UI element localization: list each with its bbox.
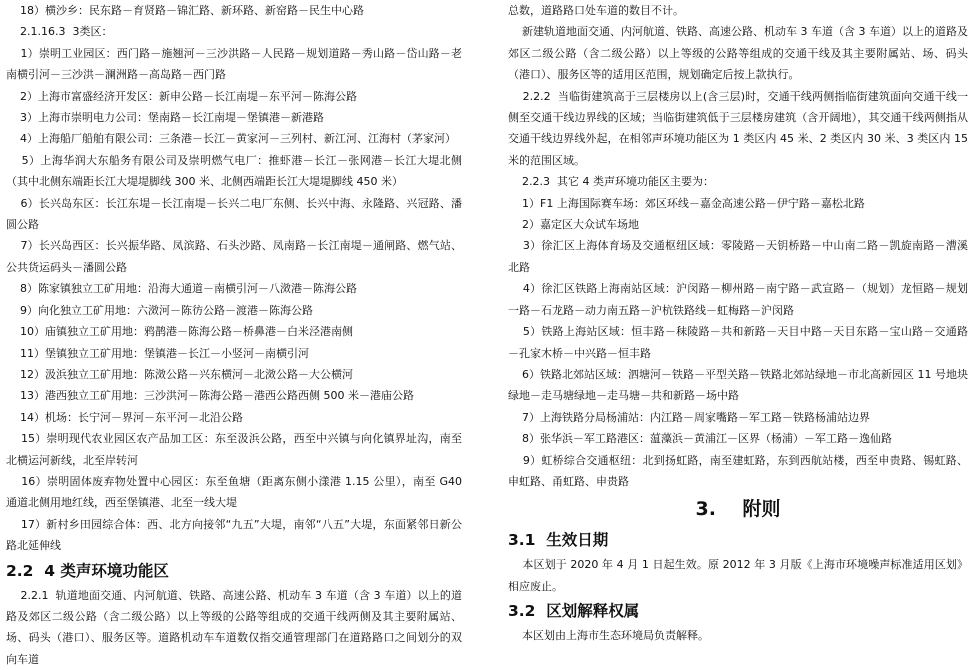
paragraph: 9）向化独立工矿用地：六滧河－陈彷公路－渡港－陈海公路	[6, 303, 313, 317]
paragraph: 总数，道路路口处车道的数目不计。	[508, 4, 684, 17]
paragraph: 10）庙镇独立工矿用地：鸦鹊港－陈海公路－桥鼻港－白米泾港南侧	[6, 325, 353, 339]
paragraph: 5）铁路上海站区域：恒丰路－秣陵路－共和新路－天目中路－天目东路－宝山路－交通路－孔家木桥－中兴路－恒丰路	[508, 325, 968, 360]
paragraph: 12）汲浜独立工矿用地：陈滧公路－兴东横河－北滧公路－大公横河	[6, 367, 353, 381]
paragraph: 13）港西独立工矿用地：三沙洪河－陈海公路－港西公路西侧 500 米－港庙公路	[6, 389, 414, 403]
paragraph: 4）徐汇区铁路上海南站区域：沪闵路－柳州路－南宁路－武宣路－（规划）龙恒路－规划一路－石龙路－动力南五路－沪杭铁路线－虹梅路－沪闵路	[508, 282, 968, 317]
paragraph: 2）上海市富盛经济开发区：新申公路－长江南堤－东平河－陈海公路	[6, 89, 357, 103]
paragraph: 2.2.2 当临街建筑高于三层楼房以上(含三层)时，交通干线两侧指临街建筑面向交通干线一侧至交通干线边界线的区域；当临街建筑低于三层楼房建筑（含开阔地），其交通干线两侧指从交通干线边界线外起，在相邻声环境功能区为 1 类区内 45 米、2 类区内 30 米、3 类区内 15 米的范围区域。	[508, 89, 972, 167]
paragraph: 新建轨道地面交通、内河航道、铁路、高速公路、机动车 3 车道（含 3 车道）以上的道路及郊区二级公路（含二级公路）以上等级的公路等组成的交通干线及其主要附属站、场、码头（港口）、服务区等的适用区范围，规划确定后按上款执行。	[508, 25, 968, 82]
paragraph: 2.1.16.3 3类区：	[6, 25, 113, 39]
paragraph: 3）上海市崇明电力公司：堡南路－长江南堤－堡镇港－新港路	[6, 111, 324, 125]
paragraph: 3）徐汇区上海体育场及交通枢纽区域：零陵路－天钥桥路－中山南二路－凯旋南路－漕溪北路	[508, 239, 968, 274]
paragraph: 11）堡镇独立工矿用地：堡镇港－长江－小竖河－南横引河	[6, 346, 309, 360]
paragraph: 8）张华浜－军工路港区：蕰藻浜－黄浦江－区界（杨浦）－军工路－逸仙路	[508, 432, 892, 446]
paragraph: 9）虹桥综合交通枢纽：北到扬虹路，南至建虹路，东到西航站楼，西至申贵路、锡虹路、申虹路、甬虹路、申贵路	[508, 453, 968, 488]
section-heading: 3.1 生效日期	[508, 531, 609, 550]
paragraph: 本区划于 2020 年 4 月 1 日起生效。原 2012 年 3 月版《上海市环境噪声标准适用区划》相应废止。	[508, 558, 968, 593]
left-column	[6, 0, 466, 670]
chapter-heading: 3. 附则	[695, 498, 781, 521]
paragraph: 6）铁路北郊站区域：泗塘河－铁路－平型关路－铁路北郊站绿地－市北高新园区 11 号地块绿地－走马塘绿地－走马塘－共和新路－场中路	[508, 367, 968, 403]
paragraph: 2.2.1 轨道地面交通、内河航道、铁路、高速公路、机动车 3 车道（含 3 车道）以上的道路及郊区二级公路（含二级公路）以上等级的公路等组成的交通干线两侧及其主要附属站、场、码头（港口）、服务区等。道路机动车车道数仅指交通管理部门在道路路口之间划分的双向车道	[6, 588, 462, 666]
paragraph: 2）嘉定区大众试车场地	[508, 218, 639, 232]
paragraph: 1）F1 上海国际赛车场：郊区环线－嘉金高速公路－伊宁路－嘉松北路	[508, 196, 865, 210]
paragraph: 7）上海铁路分局杨浦站：内江路－周家嘴路－军工路－铁路杨浦站边界	[508, 410, 870, 424]
paragraph: 8）陈家镇独立工矿用地：沿海大通道－南横引河－八滧港－陈海公路	[6, 282, 357, 296]
paragraph: 2.2.3 其它 4 类声环境功能区主要为：	[508, 175, 714, 189]
paragraph: 17）新村乡田园综合体：西、北方向接邻“九五”大堤，南邻“八五”大堤，东面紧邻日新公路北延伸线	[6, 517, 462, 553]
paragraph: 7）长兴岛西区：长兴振华路、凤滨路、石头沙路、凤南路－长江南堤－通闸路、燃气站、公共货运码头－潘圆公路	[6, 239, 462, 274]
paragraph: 18）横沙乡：民东路－育贤路－锦汇路、新环路、新窑路－民生中心路	[6, 4, 364, 17]
paragraph: 16）崇明固体废弃物处置中心园区：东至鱼塘（距离东侧小漾港 1.15 公里），南至 G40 通道北侧用地红线，西至堡镇港、北至一线大堤	[6, 474, 466, 510]
section-heading: 2.2 4 类声环境功能区	[6, 561, 169, 580]
paragraph: 6）长兴岛东区：长江东堤－长江南堤－长兴二电厂东侧、长兴中海、永隆路、兴冠路、潘圆公路	[6, 196, 462, 232]
paragraph: 本区划由上海市生态环境局负责解释。	[508, 629, 709, 643]
paragraph: 5）上海华润大东船务有限公司及崇明燃气电厂：推虾港－长江－张网港－长江大堤北侧（其中北侧东端距长江大堤堤脚线 300 米、北侧西端距长江大堤堤脚线 450 米）	[6, 153, 462, 189]
paragraph: 15）崇明现代农业园区农产品加工区：东至汲浜公路，西至中兴镇与向化镇界址沟，南至北横运河新线，北至岸转河	[6, 432, 462, 467]
paragraph: 14）机场：长宁河－界河－东平河－北沿公路	[6, 410, 243, 424]
paragraph: 4）上海船厂船舶有限公司：三条港－长江－黄家河－三列村、新江河、江海村（茅家河）	[6, 132, 456, 146]
paragraph: 1）崇明工业园区：西门路－施翘河－三沙洪路－人民路－规划道路－秀山路－岱山路－老南横引河－三沙洪－澜洲路－高岛路－西门路	[6, 46, 462, 82]
section-heading: 3.2 区划解释权属	[508, 602, 640, 621]
right-column	[508, 0, 972, 647]
